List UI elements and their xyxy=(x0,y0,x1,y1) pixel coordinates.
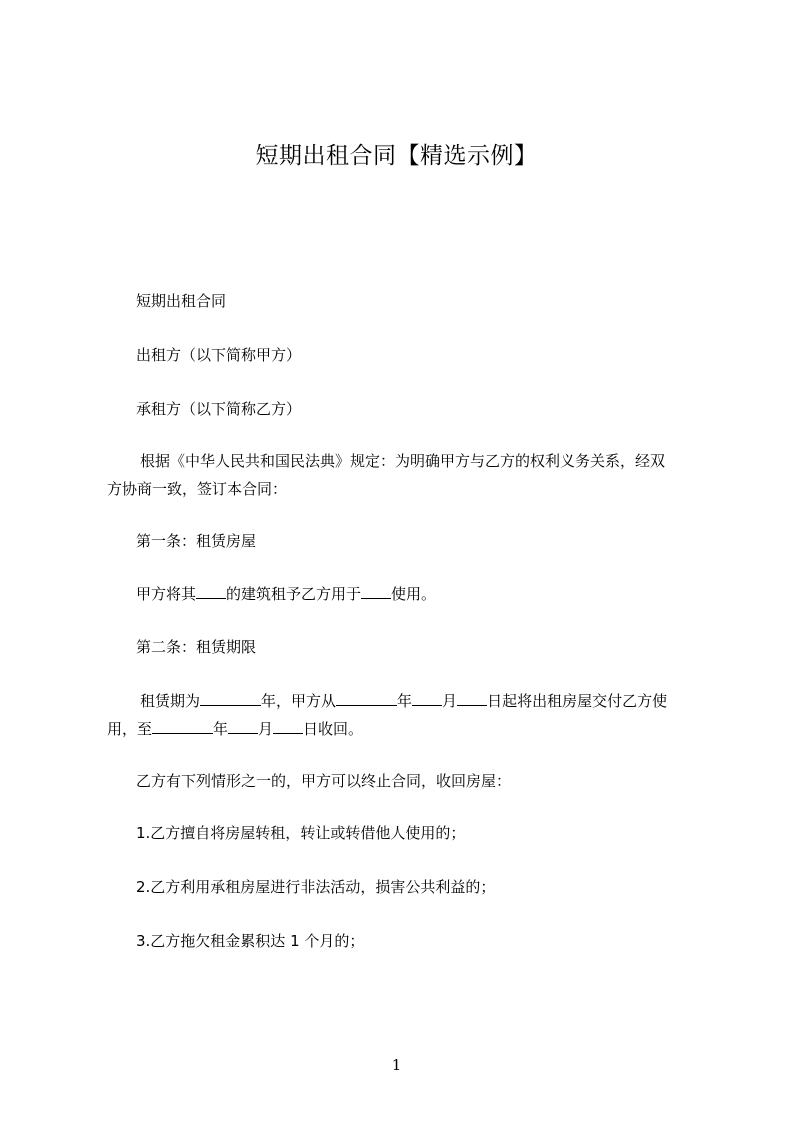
text-segment: 用，至 xyxy=(107,720,153,738)
article-2-heading: 第二条：租赁期限 xyxy=(136,638,257,656)
text-segment: 的建筑租予乙方用于 xyxy=(226,585,362,603)
text-segment: 月 xyxy=(258,720,274,738)
paragraph-lease-term-line2 xyxy=(107,715,717,743)
fill-blank xyxy=(273,717,303,734)
fill-blank xyxy=(361,582,391,599)
fill-blank xyxy=(228,717,258,734)
paragraph-contract-heading: 短期出租合同 xyxy=(136,292,227,310)
text-segment: 租赁期为 xyxy=(140,692,201,710)
fill-blank xyxy=(200,689,261,706)
fill-blank xyxy=(196,582,226,599)
text-segment: 日收回。 xyxy=(303,720,364,738)
paragraph-lessee: 承租方（以下简称乙方） xyxy=(136,400,302,418)
paragraph-legal-basis xyxy=(107,447,717,503)
page-number: 1 xyxy=(391,1056,402,1074)
document-title: 短期出租合同【精选示例】 xyxy=(255,143,538,169)
list-item-3: 3.乙方拖欠租金累积达 1 个月的； xyxy=(136,932,365,950)
paragraph-lease-purpose xyxy=(107,580,746,608)
text-segment: 年，甲方从 xyxy=(261,692,337,710)
paragraph-lease-term-line1 xyxy=(107,687,717,715)
fill-blank xyxy=(152,717,213,734)
article-1-heading: 第一条：租赁房屋 xyxy=(136,532,257,550)
text-segment: 日起将出租房屋交付乙方使 xyxy=(487,692,668,710)
fill-blank xyxy=(412,689,442,706)
text-segment: 使用。 xyxy=(391,585,437,603)
text-segment: 甲方将其 xyxy=(136,585,197,603)
text-segment: 月 xyxy=(442,692,458,710)
fill-blank xyxy=(336,689,397,706)
paragraph-termination-conditions: 乙方有下列情形之一的，甲方可以终止合同，收回房屋： xyxy=(136,772,512,790)
text-segment: 年 xyxy=(213,720,229,738)
text-segment: 年 xyxy=(397,692,413,710)
list-item-2: 2.乙方利用承租房屋进行非法活动，损害公共利益的； xyxy=(136,878,496,896)
fill-blank xyxy=(457,689,487,706)
paragraph-lease-term xyxy=(107,687,717,743)
paragraph-legal-basis-line2: 方协商一致，签订本合同： xyxy=(107,480,288,498)
paragraph-legal-basis-line1: 根据《中华人民共和国民法典》规定：为明确甲方与乙方的权利义务关系，经双 xyxy=(140,452,666,470)
list-item-1: 1.乙方擅自将房屋转租，转让或转借他人使用的； xyxy=(136,824,466,842)
paragraph-lessor: 出租方（以下简称甲方） xyxy=(136,346,302,364)
